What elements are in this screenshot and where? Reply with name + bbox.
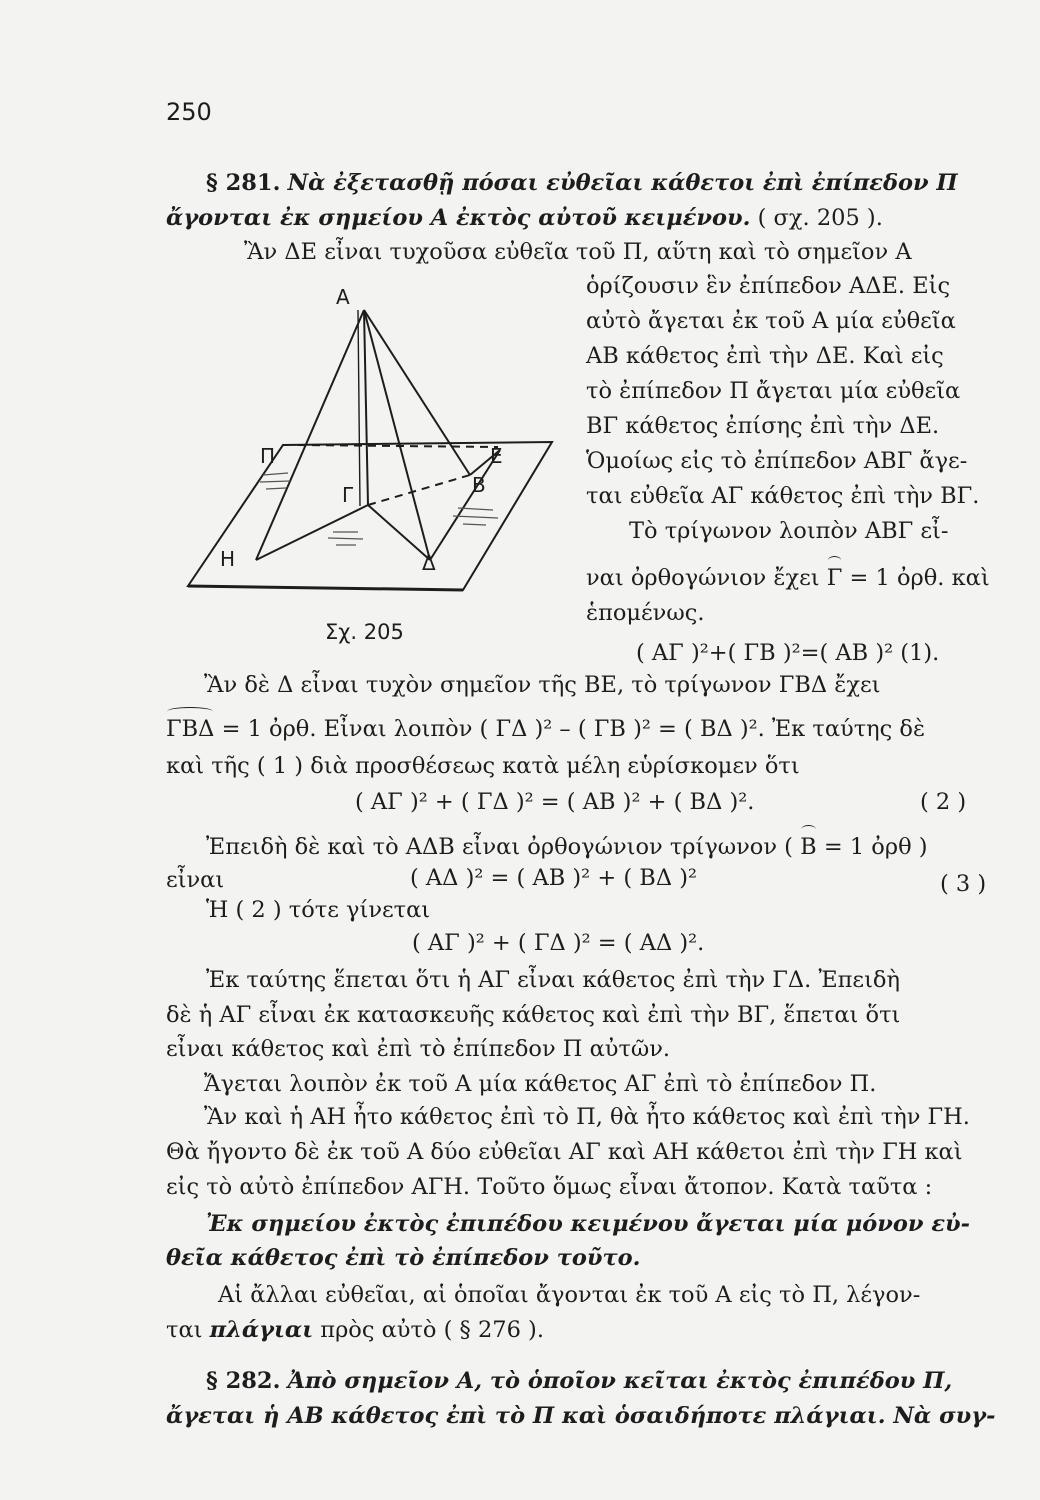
label-E: Ε xyxy=(490,444,503,468)
angle-GBD: ΓΒΔ xyxy=(166,716,215,742)
label-H: Η xyxy=(220,547,236,571)
text-line: εἶναι κάθετος καὶ ἐπὶ τὸ ἐπίπεδον Π αὐτῶν. xyxy=(166,1036,671,1062)
equation-3: ( ΑΔ )² = ( ΑΒ )² + ( ΒΔ )² xyxy=(410,865,698,891)
text-span: = 1 ὀρθ. καὶ xyxy=(849,565,990,591)
text-line: Ἄγεται λοιπὸν ἐκ τοῦ Α μία κάθετος ΑΓ ἐπὶ τὸ ἐπίπεδον Π. xyxy=(204,1071,877,1097)
section-282-heading xyxy=(206,1366,952,1396)
text-line xyxy=(586,563,990,593)
text-line: εἰς τὸ αὐτὸ ἐπίπεδον ΑΓΗ. Τοῦτο ὅμως εἶναι ἄτοπον. Κατὰ ταῦτα : xyxy=(166,1174,933,1200)
theorem-statement: Ἐκ σημείου ἐκτὸς ἐπιπέδου κειμένου ἄγεται μία μόνον εὐ- xyxy=(206,1211,970,1237)
text-line: Ἂν ΔΕ εἶναι τυχοῦσα εὐθεῖα τοῦ Π, αὕτη καὶ τὸ σημεῖον Α xyxy=(244,239,912,265)
figure-205 xyxy=(168,270,588,600)
theorem-statement-cont: θεῖα κάθετος ἐπὶ τὸ ἐπίπεδον τοῦτο. xyxy=(166,1245,641,1271)
figure-ref: ( σχ. 205 ). xyxy=(757,205,883,231)
text-line: Τὸ τρίγωνον λοιπὸν ΑΒΓ εἶ- xyxy=(629,518,949,544)
equation-2: ( ΑΓ )² + ( ΓΔ )² = ( ΑΒ )² + ( ΒΔ )². xyxy=(355,789,755,815)
equation-3-number: ( 3 ) xyxy=(940,871,987,897)
page-number: 250 xyxy=(166,98,212,126)
line-GD xyxy=(368,505,430,560)
equation-2-number: ( 2 ) xyxy=(920,789,967,815)
line-GB xyxy=(368,475,470,505)
text-line: τὸ ἐπίπεδον Π ἄγεται μία εὐθεῖα xyxy=(586,378,961,404)
section-number: § 282. xyxy=(206,1368,281,1394)
label-G: Γ xyxy=(342,483,354,507)
equation-1: ( ΑΓ )²+( ΓΒ )²=( ΑΒ )² (1). xyxy=(636,640,940,666)
plane-front-edge xyxy=(188,586,463,590)
text-span: ναι ὀρθογώνιον ἔχει xyxy=(586,565,820,591)
text-line: εἶναι xyxy=(166,867,225,893)
pyramid-diagram xyxy=(168,270,588,600)
text-span: = 1 ὀρθ. Εἶναι λοιπὸν ( ΓΔ )² – ( ΓΒ )² = ( ΒΔ )². Ἐκ ταύτης δὲ xyxy=(221,716,926,742)
text-line xyxy=(166,714,925,744)
edge-AB xyxy=(364,310,470,475)
section-title: Νὰ ἐξετασθῇ πόσαι εὐθεῖαι κάθετοι ἐπὶ ἐπίπεδον Π xyxy=(287,170,958,196)
section-title-cont: ἄγεται ἡ ΑΒ κάθετος ἐπὶ τὸ Π καὶ ὁσαιδήποτε πλάγιαι. Νὰ συγ- xyxy=(166,1403,996,1429)
text-line: ΑΒ κάθετος ἐπὶ τὴν ΔΕ. Καὶ εἰς xyxy=(586,343,944,369)
label-B: Β xyxy=(472,473,486,497)
text-line: αὐτὸ ἄγεται ἐκ τοῦ Α μία εὐθεῖα xyxy=(586,308,956,334)
edge-AG xyxy=(364,310,368,505)
section-title-cont: ἄγονται ἐκ σημείου Α ἐκτὸς αὐτοῦ κειμένου. xyxy=(166,205,751,231)
text-line: Θὰ ἤγοντο δὲ ἐκ τοῦ Α δύο εὐθεῖαι ΑΓ καὶ ΑΗ κάθετοι ἐπὶ τὴν ΓΗ καὶ xyxy=(166,1139,963,1165)
section-281-heading xyxy=(206,168,958,198)
term-plagiai: πλάγιαι xyxy=(209,1317,314,1343)
angle-B: Β xyxy=(800,834,817,860)
text-line: Ἡ ( 2 ) τότε γίνεται xyxy=(206,897,431,923)
text-line: Ἂν δὲ Δ εἶναι τυχὸν σημεῖον τῆς ΒΕ, τὸ τρίγωνον ΓΒΔ ἔχει xyxy=(204,672,881,698)
text-span: ται xyxy=(166,1317,203,1343)
figure-caption: Σχ. 205 xyxy=(325,620,404,644)
edge-AH xyxy=(256,310,364,560)
text-line xyxy=(166,203,883,233)
text-line: ἑπομένως. xyxy=(586,600,705,626)
text-span: = 1 ὀρθ ) xyxy=(823,834,928,860)
text-line: ΒΓ κάθετος ἐπίσης ἐπὶ τὴν ΔΕ. xyxy=(586,413,940,439)
text-span: Ἐπειδὴ δὲ καὶ τὸ ΑΔΒ εἶναι ὀρθογώνιον τρίγωνον ( xyxy=(206,834,793,860)
text-line: Ὁμοίως εἰς τὸ ἐπίπεδον ΑΒΓ ἄγε- xyxy=(586,448,968,474)
text-line xyxy=(166,1315,544,1345)
edge-AG-inner xyxy=(358,310,360,506)
angle-gamma: Γ xyxy=(826,565,843,591)
section-number: § 281. xyxy=(206,170,281,196)
equation-4: ( ΑΓ )² + ( ΓΔ )² = ( ΑΔ )². xyxy=(412,930,705,956)
text-line: δὲ ἡ ΑΓ εἶναι ἐκ κατασκευῆς κάθετος καὶ ἐπὶ τὴν ΒΓ, ἕπεται ὅτι xyxy=(166,1002,901,1028)
label-P: Π xyxy=(260,444,276,468)
section-title: Ἀπὸ σημεῖον Α, τὸ ὁποῖον κεῖται ἐκτὸς ἐπιπέδου Π, xyxy=(287,1368,953,1394)
text-line xyxy=(206,832,928,862)
text-line: ὁρίζουσιν ἓν ἐπίπεδον ΑΔΕ. Εἰς xyxy=(586,273,951,299)
edge-AD xyxy=(364,310,430,560)
text-line: Αἱ ἄλλαι εὐθεῖαι, αἱ ὁποῖαι ἄγονται ἐκ τοῦ Α εἰς τὸ Π, λέγον- xyxy=(218,1282,921,1308)
text-line: ται εὐθεῖα ΑΓ κάθετος ἐπὶ τὴν ΒΓ. xyxy=(586,483,980,509)
text-line: καὶ τῆς ( 1 ) διὰ προσθέσεως κατὰ μέλη εὑρίσκομεν ὅτι xyxy=(166,753,800,779)
label-D: Δ xyxy=(422,551,436,575)
text-span: πρὸς αὐτὸ ( § 276 ). xyxy=(320,1317,544,1343)
dashed-line xyxy=(298,445,498,447)
text-line: Ἂν καὶ ἡ ΑΗ ἦτο κάθετος ἐπὶ τὸ Π, θὰ ἦτο κάθετος καὶ ἐπὶ τὴν ΓΗ. xyxy=(204,1104,970,1130)
text-line: Ἐκ ταύτης ἕπεται ὅτι ἡ ΑΓ εἶναι κάθετος ἐπὶ τὴν ΓΔ. Ἐπειδὴ xyxy=(206,967,900,993)
label-A: Α xyxy=(336,285,350,309)
